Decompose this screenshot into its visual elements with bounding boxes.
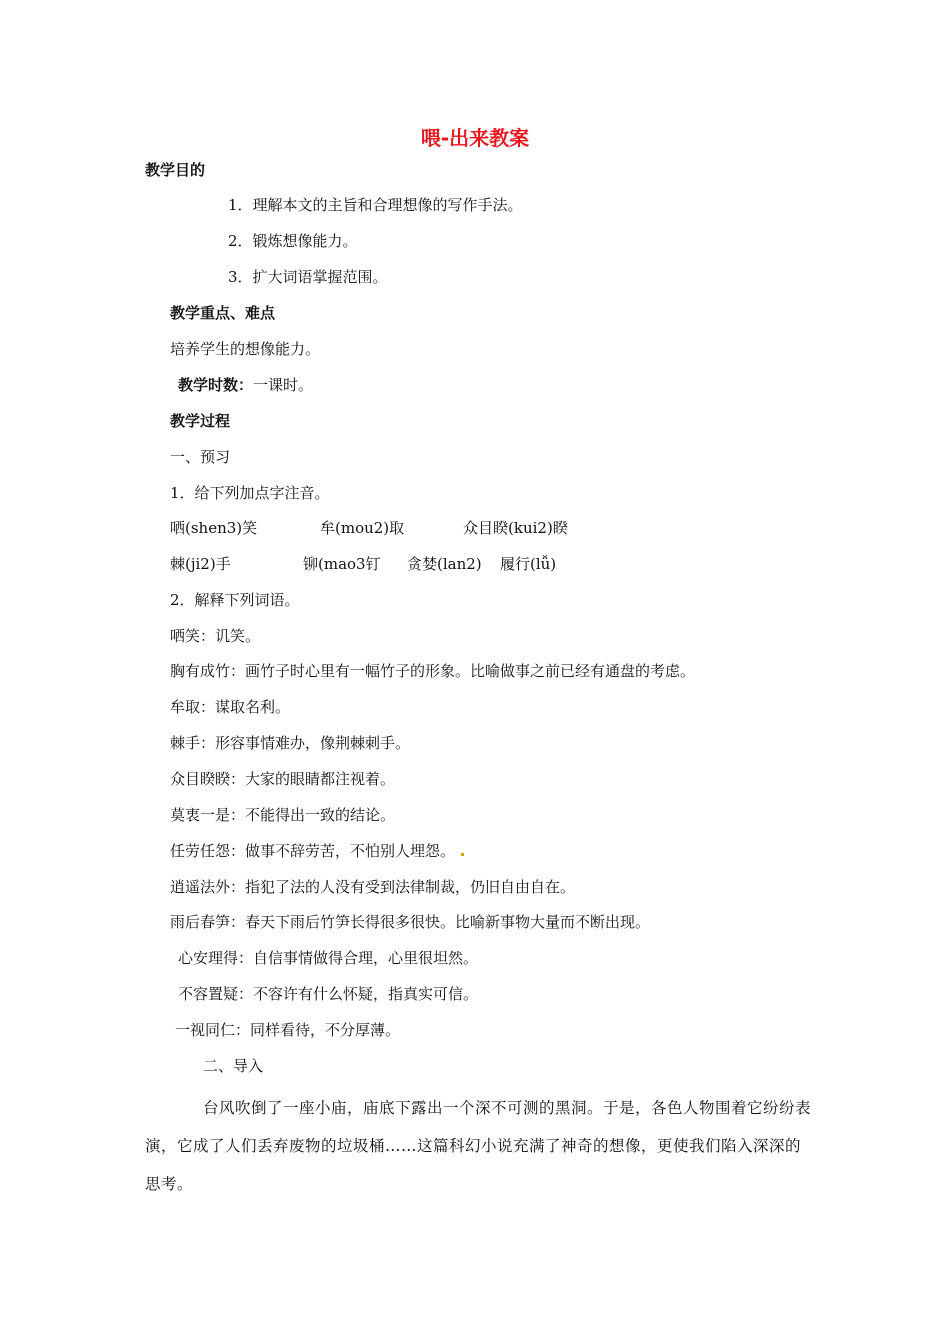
pinyin-item: 牟(mou2)取 (320, 519, 405, 537)
pinyin-item: 哂(shen3)笑 (170, 519, 258, 537)
teaching-hours (178, 375, 313, 395)
definition-item: 心安理得：自信事情做得合理，心里很坦然。 (178, 949, 479, 967)
pinyin-item: 众目睽(kui2)睽 (463, 519, 568, 537)
objective-item-2: 2．锻炼想像能力。 (228, 232, 358, 250)
definition-item: 胸有成竹：画竹子时心里有一幅竹子的形象。比喻做事之前已经有通盘的考虑。 (170, 662, 696, 680)
pinyin-item: 贪婪(lan2) (407, 555, 482, 573)
intro-paragraph: 台风吹倒了一座小庙，庙底下露出一个深不可测的黑洞。于是，各色人物围着它纷纷表演，它成了人们丢弃废物的垃圾桶……这篇科幻小说充满了神奇的想像，更使我们陷入深深的思考。 (145, 1099, 812, 1193)
question-1: 1．给下列加点字注音。 (170, 484, 330, 502)
key-points-text: 培养学生的想像能力。 (170, 340, 321, 358)
definition-item: 雨后春笋：春天下雨后竹笋长得很多很快。比喻新事物大量而不断出现。 (170, 913, 651, 931)
definition-text: 任劳任怨：做事不辞劳苦，不怕别人埋怨。 (170, 842, 456, 860)
definition-item (170, 841, 464, 861)
definition-item: 牟取：谋取名利。 (170, 698, 291, 716)
section-intro: 二、导入 (203, 1057, 264, 1075)
document-title: 喂-出来教案 (420, 126, 530, 150)
teaching-hours-label: 教学时数： (178, 376, 254, 394)
process-heading: 教学过程 (170, 412, 231, 430)
section-preview: 一、预习 (170, 448, 231, 466)
key-points-heading: 教学重点、难点 (170, 304, 276, 322)
objective-item-3: 3．扩大词语掌握范围。 (228, 268, 388, 286)
definition-item: 莫衷一是：不能得出一致的结论。 (170, 806, 396, 824)
pinyin-item: 履行(lǚ) (500, 555, 557, 573)
definition-item: 不容置疑：不容许有什么怀疑，指真实可信。 (178, 985, 479, 1003)
definition-item: 众目睽睽：大家的眼睛都注视着。 (170, 770, 396, 788)
teaching-hours-value: 一课时。 (253, 376, 314, 394)
pinyin-item: 棘(ji2)手 (170, 555, 231, 573)
definition-item: 一视同仁：同样看待，不分厚薄。 (175, 1021, 401, 1039)
objective-item-1: 1．理解本文的主旨和合理想像的写作手法。 (228, 196, 523, 214)
pinyin-item: 铆(mao3钉 (303, 555, 381, 573)
stray-mark (461, 853, 464, 856)
definition-item: 哂笑：讥笑。 (170, 627, 261, 645)
definition-item: 逍遥法外：指犯了法的人没有受到法律制裁，仍旧自由自在。 (170, 878, 576, 896)
question-2: 2．解释下列词语。 (170, 591, 300, 609)
definition-item: 棘手：形容事情难办，像荆棘刺手。 (170, 734, 411, 752)
objectives-heading: 教学目的 (145, 161, 206, 179)
